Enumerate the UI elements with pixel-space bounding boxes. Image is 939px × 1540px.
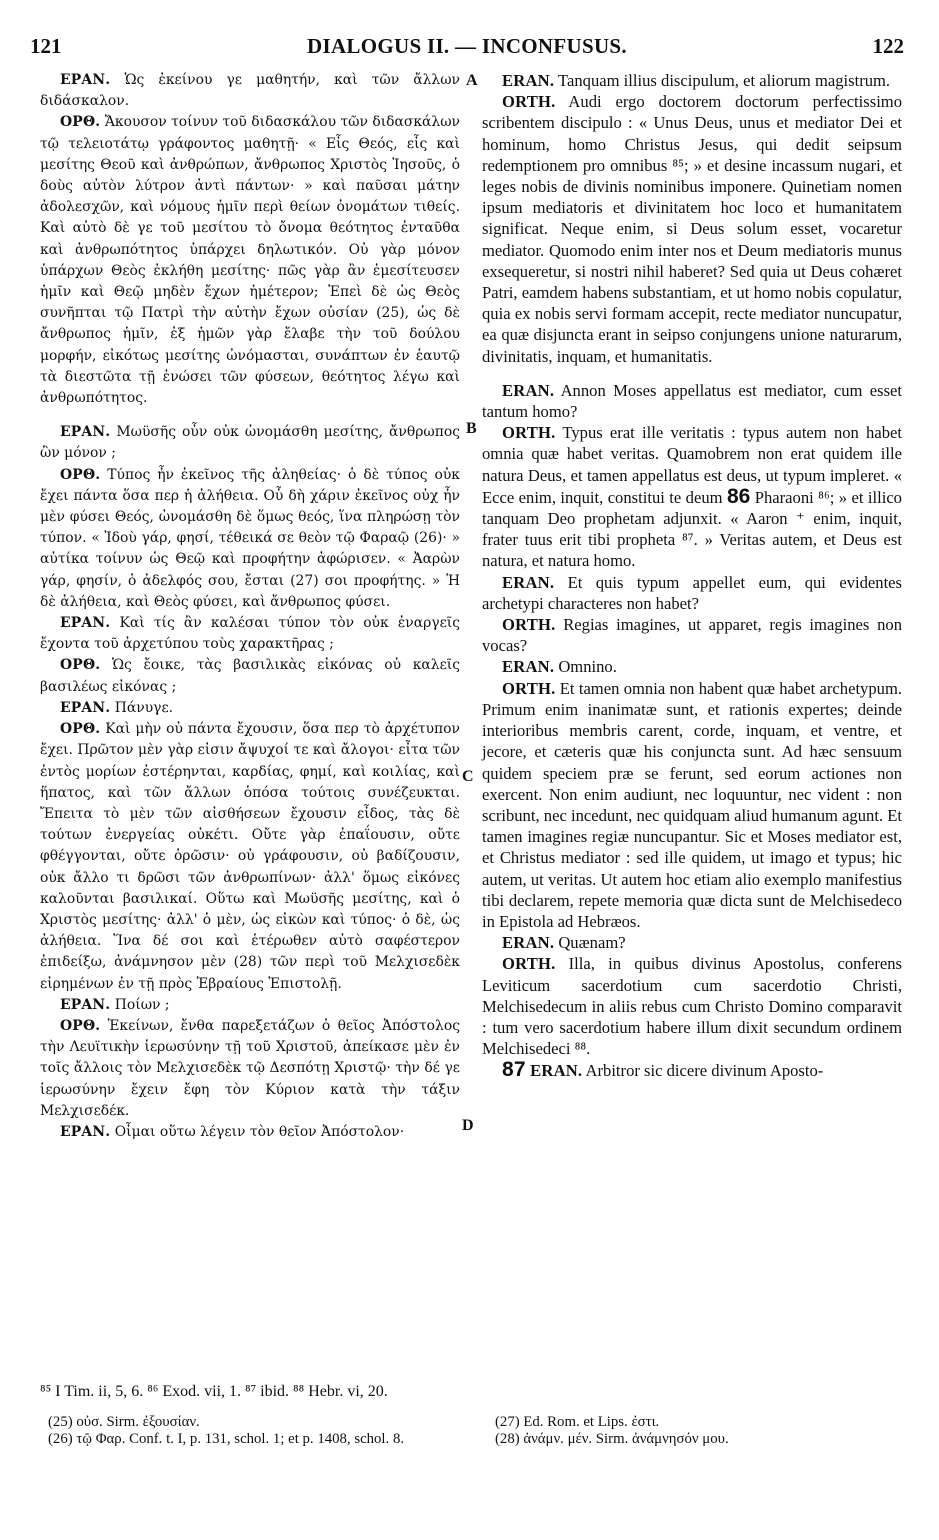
latin-paragraph: 87 ERAN. Arbitror sic dicere divinum Aposto- — [502, 1058, 824, 1082]
latin-paragraph: ORTH. Typus erat ille veritatis : typus autem non habet omnia quæ habet veritas. Quamobrem non erat quidem ille natura Deus, et tamen appellatus est deus, ut typum impleret. « Ecce enim, inquit, constitui te deum 86 Pharaoni ⁸⁶; » et illico tanquam Deo prophetam adjunxit. « Aaron ⁺ enim, inquit, frater tuus erit tibi propheta ⁸⁷. » Veritas autem, et Deus est natura, et natura homo. — [482, 423, 902, 571]
column-number: 86 — [726, 484, 751, 508]
scripture-footnotes: ⁸⁵ I Tim. ii, 5, 6. ⁸⁶ Exod. vii, 1. ⁸⁷ ibid. ⁸⁸ Hebr. vi, 20. — [40, 1383, 388, 1400]
margin-marker-b: B — [466, 420, 477, 437]
critical-note: (25) οὐσ. Sirm. ἐξουσίαν. — [48, 1414, 200, 1430]
greek-paragraph: ΕΡΑΝ. Καὶ τίς ἂν καλέσαι τύπον τὸν οὐκ ἐναργεῖς ἔχοντα τοῦ ἀρχετύπου τοὺς χαρακτῆρας ; — [40, 615, 460, 653]
latin-paragraph: ERAN. Tanquam illius discipulum, et aliorum magistrum. — [502, 71, 891, 90]
greek-paragraph: ΟΡΘ. Ὡς ἔοικε, τὰς βασιλικὰς εἰκόνας οὐ καλεῖς βασιλέως εἰκόνας ; — [40, 657, 461, 695]
column-number: 87 — [502, 1058, 526, 1082]
latin-paragraph: ERAN. Et quis typum appellet eum, qui evidentes archetypi characteres non habet? — [482, 572, 902, 613]
margin-marker-c: C — [462, 768, 474, 785]
greek-paragraph: ΟΡΘ. Ἄκουσον τοίνυν τοῦ διδασκάλου τῶν διδασκάλων τῷ τελειοτάτῳ γράφοντος μαθητῇ· « Εἷς Θεός, εἷς καὶ μεσίτης Θεοῦ καὶ ἀνθρώπων, ἄνθρωπος Χριστὸς Ἰησοῦς, ὁ δοὺς αὐτὸν λύτρον ἀντὶ πάντων· » καὶ παῦσαι μάτην ἀδολεσχῶν, καὶ νόμους ἡμῖν περὶ θείων ὀνομάτων τιθείς. Καὶ αὐτὸ δὲ γε τοῦ μεσίτου τὸ ὄνομα θεότητος ἐνταῦθα καὶ ἀνθρωπότητος ὑπάρχει δηλωτικόν. Οὐ γὰρ μόνον ὑπάρχων Θεὸς ἐκλήθη μεσίτης· πῶς γὰρ ἂν ἐμεσίτευσεν ἡμῖν καὶ Θεῷ μηδὲν ἔχων ἡμέτερον; Ἐπεὶ δὲ ὡς Θεὸς συνῆπται τῷ Πατρὶ τὴν αὐτὴν ἔχων οὐσίαν (25), ὡς δὲ ἄνθρωπος ἡμῖν, ἐξ ἡμῶν γὰρ ἔλαβε τὴν τοῦ δούλου μορφήν, εἰκότως μεσίτης ὠνόμασται, συνάπτων ἐν ἑαυτῷ τὰ διεστῶτα τῇ ἑνώσει τῶν φύσεων, θεότητος λέγω καὶ ἀνθρωπότητος. — [40, 114, 460, 407]
latin-paragraph: ERAN. Quænam? — [502, 933, 626, 953]
latin-column — [482, 70, 902, 1082]
page-number-right: 122 — [872, 34, 904, 58]
latin-paragraph: ORTH. Regias imagines, ut apparet, regis imagines non vocas? — [482, 615, 902, 656]
greek-paragraph: ΟΡΘ. Τύπος ἦν ἐκεῖνος τῆς ἀληθείας· ὁ δὲ τύπος οὐκ ἔχει πάντα ὅσα περ ἡ ἀλήθεια. Οὗ δὴ χάριν ἐκεῖνος οὐχ ἦν μὲν φύσει Θεός, ὠνομάσθη δὲ ὅμως θεός, ἵνα πληρώσῃ τὸν τύπον. « Ἰδοὺ γάρ, φησί, τέθεικά σε θεὸν τῷ Φαραῷ (26)· » αὐτίκα τοίνυν ὡς Θεῷ καὶ προφήτην ἀφώρισεν. « Ἀαρὼν γάρ, φησίν, ὁ ἀδελφός σου, ἔσται (27) σοι προφήτης. » Ἡ δὲ ἀλήθεια, καὶ Θεὸς φύσει, καὶ ἄνθρωπος φύσει. — [40, 466, 460, 610]
critical-note: (26) τῷ Φαρ. Conf. t. I, p. 131, schol. 1; et p. 1408, schol. 8. — [48, 1431, 405, 1447]
latin-paragraph: ORTH. Et tamen omnia non habent quæ habet archetypum. Primum enim inanimatæ sunt, et rationis expertes; deinde interioribus membris carent, corde, inquam, et ventre, et jecore, et cæteris quæ his conjuncta sunt. Ad hæc sensuum quidem speciem præ se ferunt, sed eorum actiones non exercent. Non enim audiunt, nec loquuntur, nec vident : non scribunt, nec incedunt, nec quidquam aliud humanum agunt. Et tamen imagines regiæ nuncupantur. Sic et Moses mediator est, et Christus mediator : sed ille quidem, ut imago et typus; hic autem, ut veritas. Ut autem hoc etiam alio exemplo manifestius tibi declarem, repete memoria quæ dicta sunt de Melchisedeco in Epistola ad Hebræos. — [482, 678, 902, 931]
greek-paragraph: ΟΡΘ. Καὶ μὴν οὐ πάντα ἔχουσιν, ὅσα περ τὸ ἀρχέτυπον ἔχει. Πρῶτον μὲν γὰρ εἰσιν ἄψυχοί τε καὶ ἄλογοι· εἶτα τῶν ἐντὸς μορίων ἐστέρηνται, καρδίας, φημί, καὶ κοιλίας, καὶ ἥπατος, καὶ τῶν ἄλλων ὁπόσα τούτοις συνέζευκται. Ἔπειτα τὸ μὲν τῶν αἰσθήσεων ἔχουσιν εἶδος, τὰς δὲ τούτων ἐνεργείας οὐκέτι. Οὔτε γὰρ ἐπαΐουσιν, οὔτε φθέγγονται, οὔτε ὁρῶσιν· οὐ γράφουσιν, οὐ βαδίζουσιν, οὐκ ἄλλο τι δρῶσι τῶν ἀνθρωπίνων· ἀλλ' ὅμως εἰκόνες καλοῦνται βασιλικαί. Οὕτω καὶ Μωϋσῆς μεσίτης, καὶ ὁ Χριστὸς μεσίτης· ἀλλ' ὁ μὲν, ὡς εἰκὼν καὶ τύπος· ὁ δὲ, ὡς ἀλήθεια. Ἵνα δέ σοι καὶ ἑτέρωθεν αὐτὸ σαφέστερον ἐπιδείξω, ἀνάμνησον μὲν (28) τῶν περὶ τοῦ Μελχισεδὲκ εἰρημένων ἐν τῇ πρὸς Ἑβραίους Ἐπιστολῇ. — [40, 721, 460, 992]
greek-paragraph: ΕΡΑΝ. Μωϋσῆς οὖν οὐκ ὠνομάσθη μεσίτης, ἄνθρωπος ὢν μόνον ; — [40, 424, 460, 462]
greek-paragraph: ΟΡΘ. Ἐκείνων, ἔνθα παρεξετάζων ὁ θεῖος Ἀπόστολος τὴν Λευϊτικὴν ἱερωσύνην τῇ τοῦ Χριστοῦ, ἀπείκασε μὲν ἐν τοῖς ἄλλοις τὸν Μελχισεδὲκ τῷ Δεσπότῃ Χριστῷ· τὴν δέ γε ἱερωσύνην ἔχειν ἔφη τὸν Κύριον κατὰ τὴν τάξιν Μελχισεδέκ. — [40, 1017, 460, 1119]
page-number-left: 121 — [30, 34, 62, 58]
critical-note: (27) Ed. Rom. et Lips. ἐστι. — [495, 1414, 660, 1430]
latin-paragraph: ORTH. Illa, in quibus divinus Apostolus, conferens Leviticum sacerdotium cum sacerdotio Christi, Melchisedecum in aliis rebus cum Christo Domino comparavit : tum vero sacerdotium habere illum dixit secundum ordinem Melchisedeci ⁸⁸. — [482, 954, 902, 1059]
running-header — [30, 34, 904, 64]
running-title: DIALOGUS II. — INCONFUSUS. — [307, 34, 627, 58]
greek-paragraph: ΕΡΑΝ. Ποίων ; — [60, 996, 170, 1013]
critical-note: (28) ἀνάμν. μέν. Sirm. ἀνάμνησόν μου. — [495, 1431, 729, 1447]
critical-notes-right — [495, 1414, 915, 1448]
greek-paragraph: ΕΡΑΝ. Οἶμαι οὕτω λέγειν τὸν θεῖον Ἀπόστολον· — [60, 1123, 405, 1140]
margin-marker-d: D — [462, 1117, 474, 1134]
greek-paragraph: ΕΡΑΝ. Ὡς ἐκείνου γε μαθητήν, καὶ τῶν ἄλλων διδάσκαλον. — [40, 72, 460, 110]
latin-paragraph: ERAN. Annon Moses appellatus est mediator, cum esset tantum homo? — [482, 380, 902, 422]
critical-notes-left — [48, 1414, 468, 1448]
greek-paragraph: ΕΡΑΝ. Πάνυγε. — [60, 699, 174, 716]
greek-column — [40, 70, 460, 1143]
margin-marker-a: A — [466, 72, 478, 89]
latin-paragraph: ERAN. Omnino. — [502, 657, 617, 677]
latin-paragraph: ORTH. Audi ergo doctorem doctorum perfectissimo scribentem discipulo : « Unus Deus, unus et mediator Dei et hominum, homo Christus Jesus, qui dedit seipsum redemptionem pro omnibus ⁸⁵; » et desine incassum nugari, et leges nobis de divinis nominibus imponere. Quinetiam nomen ipsum mediatoris et divinitatem hoc loco et humanitatem significat. Neque enim, si Deus solum esset, vocaretur mediator. Quomodo enim inter nos et Deum mediatoris munus exsequeretur, si nostri nihil haberet? Sed quia ut Deus cohæret Patri, eamdem habens substantiam, et ut homo nobis copulatur, quia ex nobis servi formam accepit, recte mediator nuncupatur, ea quæ disjuncta erant in seipso conjungens unione naturarum, divinitatis, inquam, et humanitatis. — [482, 92, 903, 366]
